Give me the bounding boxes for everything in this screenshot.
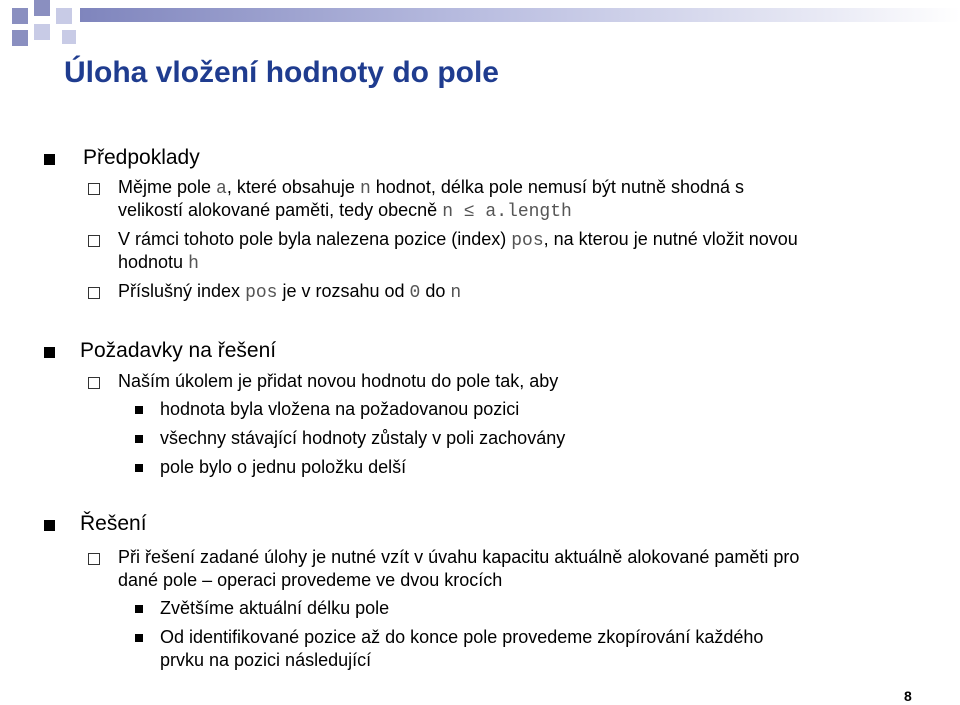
list-item: Od identifikované pozice až do konce pole provedeme zkopírování každého bbox=[160, 627, 764, 647]
deco-square bbox=[34, 24, 50, 40]
page-number: 8 bbox=[904, 688, 912, 704]
paragraph-line: Mějme pole a, které obsahuje n hodnot, délka pole nemusí být nutně shodná s bbox=[118, 177, 745, 199]
paragraph-line: Naším úkolem je přidat novou hodnotu do pole tak, aby bbox=[118, 371, 559, 391]
bullet-square bbox=[44, 520, 55, 531]
bullet-hollow-square bbox=[88, 377, 100, 389]
bullet-hollow-square bbox=[88, 235, 100, 247]
paragraph-line: Při řešení zadané úlohy je nutné vzít v úvahu kapacitu aktuálně alokované paměti pro bbox=[118, 547, 800, 567]
list-item: pole bylo o jednu položku delší bbox=[160, 457, 407, 477]
paragraph-line: dané pole – operaci provedeme ve dvou krocích bbox=[118, 570, 503, 590]
paragraph-line: Příslušný index pos je v rozsahu od 0 do n bbox=[118, 281, 462, 303]
bullet-square bbox=[44, 154, 55, 165]
slide-title: Úloha vložení hodnoty do pole bbox=[64, 56, 499, 89]
bullet-small-square bbox=[135, 634, 143, 642]
deco-square bbox=[62, 30, 76, 44]
bullet-small-square bbox=[135, 435, 143, 443]
paragraph-line: velikostí alokované paměti, tedy obecně n ≤ a.length bbox=[118, 200, 572, 222]
bullet-hollow-square bbox=[88, 287, 100, 299]
paragraph-line: hodnotu h bbox=[118, 252, 199, 274]
list-item: Zvětšíme aktuální délku pole bbox=[160, 598, 390, 618]
bullet-small-square bbox=[135, 605, 143, 613]
bullet-small-square bbox=[135, 406, 143, 414]
list-item: hodnota byla vložena na požadovanou pozici bbox=[160, 399, 520, 419]
bullet-hollow-square bbox=[88, 183, 100, 195]
section-heading: Požadavky na řešení bbox=[80, 339, 277, 362]
bullet-small-square bbox=[135, 464, 143, 472]
bullet-hollow-square bbox=[88, 553, 100, 565]
section-heading: Řešení bbox=[80, 512, 147, 535]
paragraph-line: V rámci tohoto pole byla nalezena pozice (index) pos, na kterou je nutné vložit novou bbox=[118, 229, 798, 251]
section-heading: Předpoklady bbox=[83, 146, 200, 169]
deco-square bbox=[12, 8, 28, 24]
header-bar bbox=[80, 8, 960, 22]
deco-square bbox=[12, 30, 28, 46]
deco-square bbox=[56, 8, 72, 24]
list-item: všechny stávající hodnoty zůstaly v poli zachovány bbox=[160, 428, 566, 448]
deco-square bbox=[34, 0, 50, 16]
bullet-square bbox=[44, 347, 55, 358]
list-item-continuation: prvku na pozici následující bbox=[160, 650, 372, 670]
